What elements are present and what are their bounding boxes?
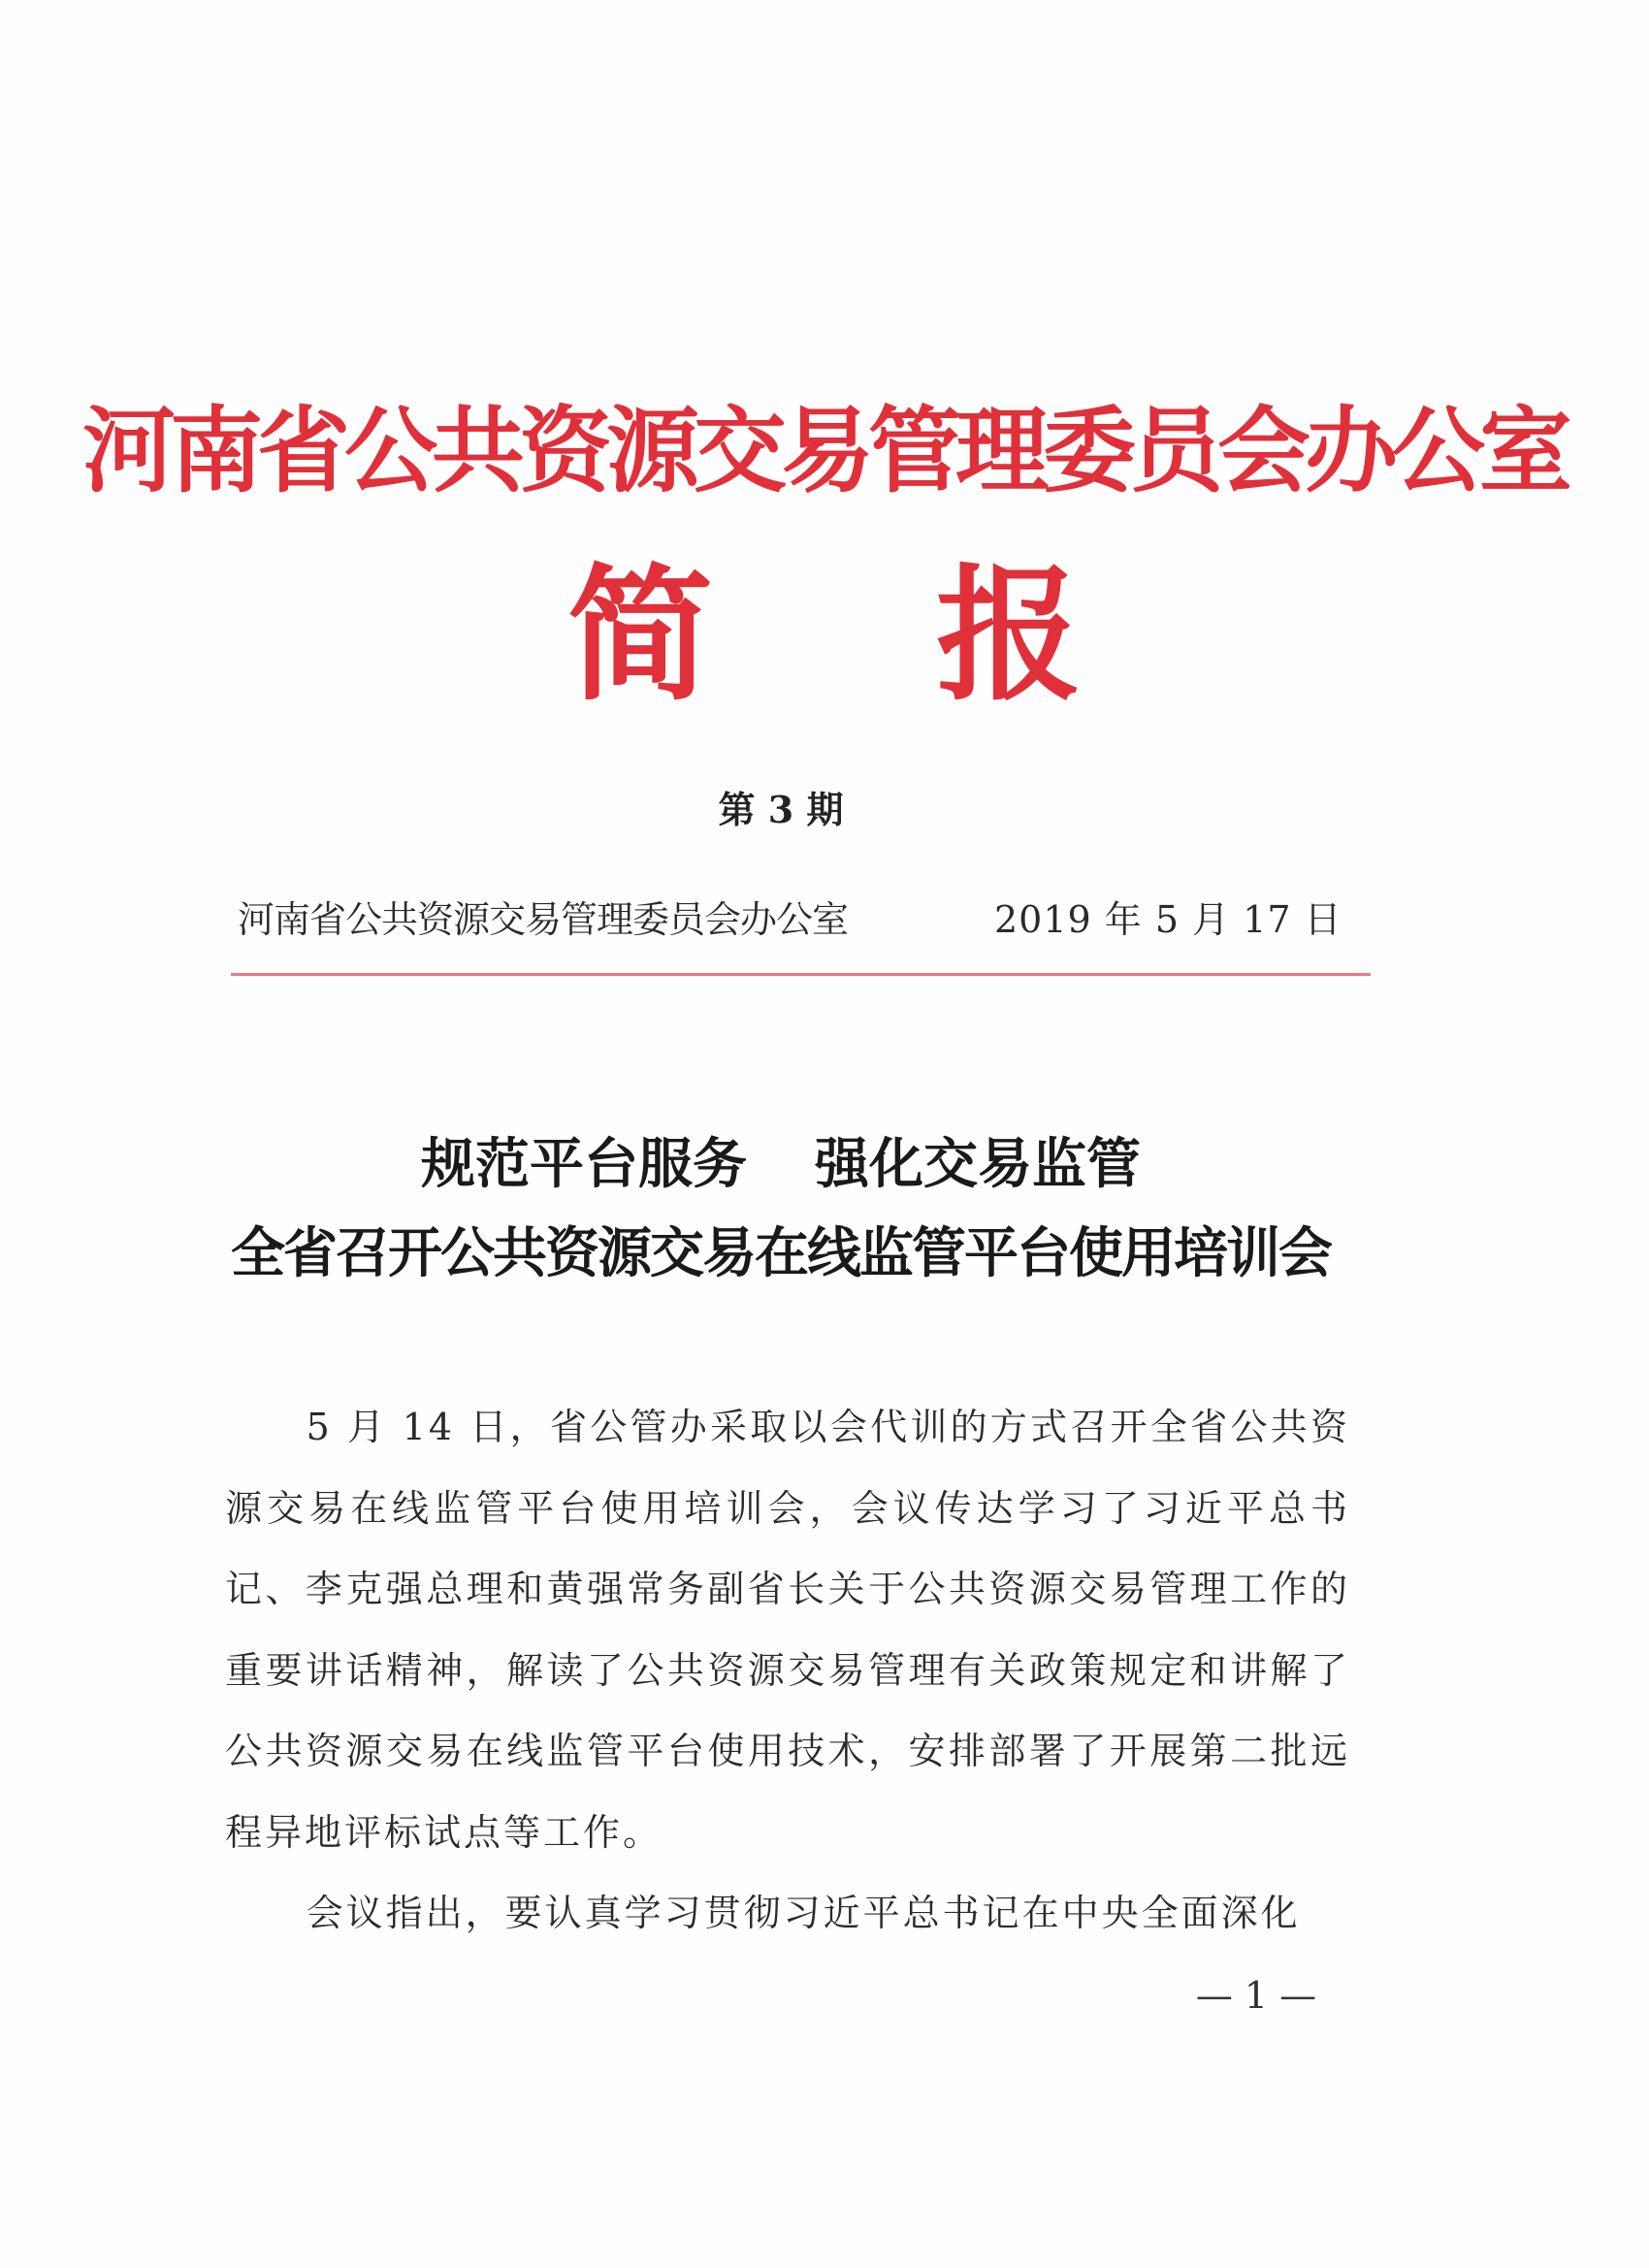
page-number: — 1 — [1195, 1974, 1317, 2017]
paragraph: 5 月 14 日，省公管办采取以会代训的方式召开全省公共资源交易在线监管平台使用培训会，会议传达学习了习近平总书记、李克强总理和黄强常务副省长关于公共资源交易管理工作的重要讲话精神，解读了公共资源交易管理有关政策规定和讲解了公共资源交易在线监管平台使用技术，安排部署了开展第二批远程异地评标试点等工作。 [225, 1406, 1350, 1854]
article-title-part-1: 规范平台服务 [421, 1132, 747, 1196]
bulletin-title-char-1: 简 [566, 550, 713, 721]
header-divider [231, 973, 1371, 976]
article-title-line-1 [0, 1125, 1562, 1203]
article-body [225, 1387, 1350, 1955]
issue-number: 第 3 期 [718, 788, 844, 831]
bulletin-title-char-2: 报 [936, 550, 1083, 721]
article-title-line-2: 全省召开公共资源交易在线监管平台使用培训会 [231, 1221, 1331, 1285]
issue-date: 2019 年 5 月 17 日 [994, 898, 1342, 941]
issuer: 河南省公共资源交易管理委员会办公室 [238, 898, 849, 941]
bulletin-title [0, 550, 1649, 721]
org-title: 河南省公共资源交易管理委员会办公室 [82, 396, 1567, 505]
paragraph: 会议指出，要认真学习贯彻习近平总书记在中央全面深化 [306, 1892, 1301, 1934]
issuer-date-row [238, 891, 1368, 949]
article-title-part-2: 强化交易监管 [815, 1132, 1141, 1196]
